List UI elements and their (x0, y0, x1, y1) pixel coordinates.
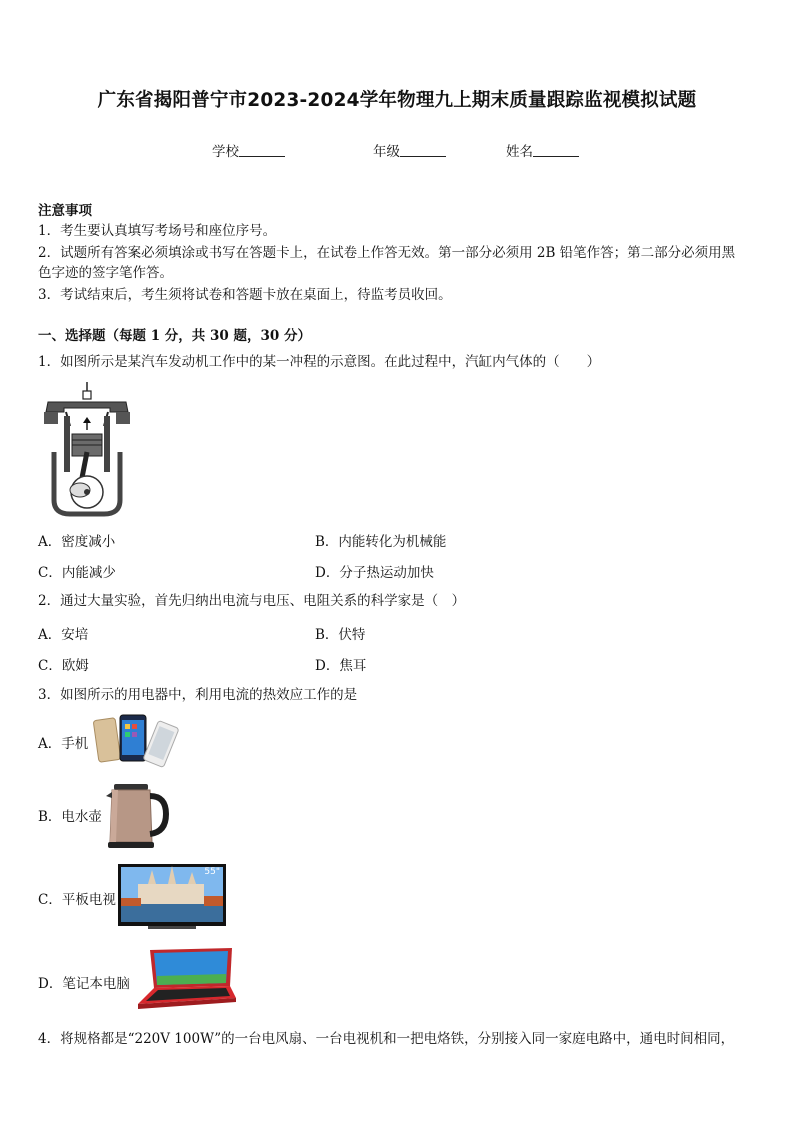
engine-icon (40, 382, 134, 518)
option-a: A．密度减小 (38, 534, 116, 550)
question-stem: 1．如图所示是某汽车发动机工作中的某一冲程的示意图。在此过程中，汽缸内气体的（ ） (38, 354, 601, 370)
option-c: C．内能减少 (38, 565, 116, 581)
grade-field (373, 140, 446, 160)
school-label: 学校 (212, 144, 239, 160)
notice-item: 色字迹的签字笔作答。 (38, 265, 173, 281)
kettle-image (104, 782, 170, 850)
option-a: A．手机 (38, 736, 89, 752)
option-c: C．欧姆 (38, 658, 89, 674)
notice-item: 1．考生要认真填写考场号和座位序号。 (38, 223, 277, 239)
name-label: 姓名 (506, 144, 533, 160)
option-a: A．安培 (38, 627, 89, 643)
notice-item: 3．考试结束后，考生须将试卷和答题卡放在桌面上，待监考员收回。 (38, 287, 452, 303)
option-b: B．伏特 (315, 627, 366, 643)
tv-size-badge: 55" (204, 867, 220, 877)
tv-image (118, 864, 226, 930)
option-b: B．电水壶 (38, 809, 102, 825)
option-c: C．平板电视 (38, 892, 116, 908)
school-blank (239, 144, 285, 157)
question-stem: 4．将规格都是“220V 100W”的一台电风扇、一台电视机和一把电烙铁，分别接入同一家庭电路中，通电时间相同， (38, 1031, 735, 1047)
option-d: D．焦耳 (315, 658, 367, 674)
question-stem: 3．如图所示的用电器中，利用电流的热效应工作的是 (38, 687, 358, 703)
school-field (212, 140, 285, 160)
option-b: B．内能转化为机械能 (315, 534, 447, 550)
section-heading: 一、选择题（每题 1 分，共 30 题，30 分） (38, 328, 311, 344)
question-stem: 2．通过大量实验，首先归纳出电流与电压、电阻关系的科学家是（ ） (38, 593, 466, 609)
laptop-icon (132, 946, 238, 1012)
name-field (506, 140, 579, 160)
option-d: D．笔记本电脑 (38, 976, 130, 992)
phones-image (92, 713, 184, 769)
engine-stroke-diagram (40, 382, 134, 518)
kettle-icon (104, 782, 170, 850)
notice-heading: 注意事项 (38, 203, 92, 219)
phone-icon (92, 713, 184, 769)
grade-label: 年级 (373, 144, 400, 160)
laptop-image (132, 946, 238, 1012)
exam-title: 广东省揭阳普宁市2023-2024学年物理九上期末质量跟踪监视模拟试题 (97, 90, 697, 111)
grade-blank (400, 144, 446, 157)
option-d: D．分子热运动加快 (315, 565, 434, 581)
notice-item: 2．试题所有答案必须填涂或书写在答题卡上，在试卷上作答无效。第一部分必须用 2B 铅笔作答；第二部分必须用黑 (38, 245, 736, 261)
name-blank (533, 144, 579, 157)
